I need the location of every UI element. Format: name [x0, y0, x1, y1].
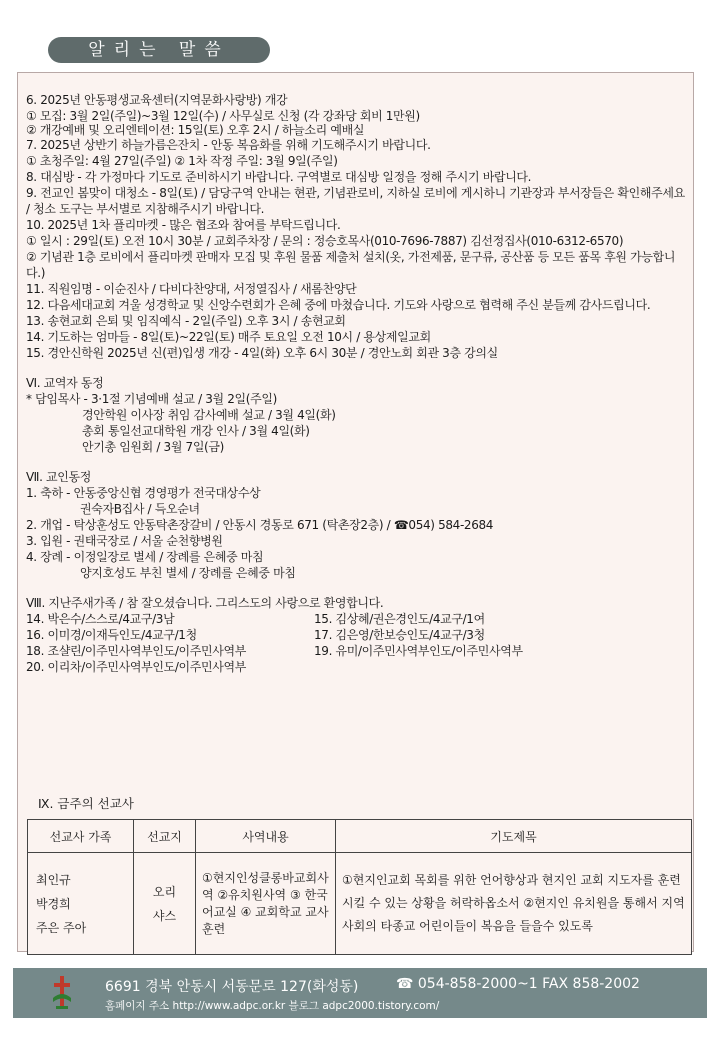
pastor-section-title: Ⅵ. 교역자 동정 — [26, 376, 104, 390]
pastor-line: 안기총 임원회 / 3월 7일(금) — [82, 440, 224, 454]
mission-section-title: Ⅸ. 금주의 선교사 — [38, 796, 134, 811]
notice-body — [26, 92, 686, 675]
member-line: 3. 입원 - 권태국장로 / 서울 순천향병원 — [26, 534, 223, 548]
family-member: 주은 주아 — [36, 920, 87, 935]
mission-table-row — [28, 853, 692, 955]
visitor-entry: 18. 조샬린/이주민사역부인도/이주민사역부 — [26, 644, 247, 658]
column-header: 사역내용 — [196, 820, 336, 853]
notice-10-2: ② 기념관 1층 로비에서 플리마켓 판매자 모집 및 후원 물품 제출처 설치(옷, 가전제품, 문구류, 공산품 등 모든 품목 후원 가능합니다.) — [26, 250, 676, 280]
mission-work-cell: ①현지인성클롱바교회사역 ②유치원사역 ③ 한국어교실 ④ 교회학교 교사훈련 — [196, 853, 336, 955]
notice-7-1: ① 초청주일: 4월 27일(주일) ② 1차 작정 주일: 3월 9일(주일) — [26, 154, 338, 168]
family-member: 박경희 — [36, 896, 71, 911]
visitor-entry: 20. 이리차/이주민사역부인도/이주민사역부 — [26, 660, 247, 674]
visitor-row — [26, 659, 686, 675]
member-line: 2. 개업 - 탁상훈성도 안동탁촌장갈비 / 안동시 경동로 671 (탁촌장2층) / ☎054) 584-2684 — [26, 518, 494, 532]
missionary-family-cell — [28, 853, 134, 955]
notice-10: 10. 2025년 1차 플리마켓 - 많은 협조와 참여를 부탁드립니다. — [26, 218, 341, 232]
notice-6: 6. 2025년 안동평생교육센터(지역문화사랑방) 개강 — [26, 93, 288, 107]
member-line: 4. 장례 - 이정일장로 별세 / 장례를 은혜중 마침 — [26, 550, 264, 564]
visitors-section-title: Ⅷ. 지난주새가족 / 참 잘오셨습니다. 그리스도의 사랑으로 환영합니다. — [26, 596, 384, 610]
column-header: 기도제목 — [336, 820, 692, 853]
mission-table-header — [28, 820, 692, 853]
member-line: 권숙자B집사 / 득오순녀 — [80, 502, 200, 516]
family-member: 최인규 — [36, 872, 71, 887]
visitor-entry: 16. 이미경/이재득인도/4교구/1청 — [26, 628, 197, 642]
members-section-title: Ⅶ. 교인동정 — [26, 470, 91, 484]
notice-10-1: ① 일시 : 29일(토) 오전 10시 30분 / 교회주차장 / 문의 : 정승호목사(010-7696-7887) 김선정집사(010-6312-6570) — [26, 234, 624, 248]
visitor-entry: 14. 박은수/스스로/4교구/3남 — [26, 612, 175, 626]
notice-12: 12. 다음세대교회 겨울 성경학교 및 신앙수련회가 은혜 중에 마쳤습니다. 기도와 사랑으로 협력해 주신 분들께 감사드립니다. — [26, 298, 651, 312]
visitor-entry: 15. 김상혜/권은경인도/4교구/1여 — [314, 612, 485, 626]
notice-7: 7. 2025년 상반기 하늘가름은잔치 - 안동 복음화를 위해 기도해주시기 바랍니다. — [26, 138, 431, 152]
place-line: 오리 — [152, 884, 177, 899]
notice-8: 8. 대심방 - 각 가정마다 기도로 준비하시기 바랍니다. 구역별로 대심방 일정을 정해 주시기 바랍니다. — [26, 170, 532, 184]
member-line: 1. 축하 - 안동중앙신협 경영평가 전국대상수상 — [26, 486, 261, 500]
notice-15: 15. 경안신학원 2025년 신(편)입생 개강 - 4일(화) 오후 6시 30분 / 경안노회 회관 3층 강의실 — [26, 346, 498, 360]
notice-6-2: ② 개강예배 및 오리엔테이션: 15일(토) 오후 2시 / 하늘소리 예배실 — [26, 124, 365, 137]
notice-11: 11. 직원임명 - 이순진사 / 다비다찬양대, 서정열집사 / 새롬찬양단 — [26, 282, 357, 296]
column-header: 선교지 — [134, 820, 196, 853]
column-header: 선교사 가족 — [28, 820, 134, 853]
mission-prayer-cell: ①현지인교회 목회를 위한 언어향상과 현지인 교회 지도자를 훈련시킬 수 있는 상황을 허락하옵소서 ②현지인 유치원을 통해서 지역사회의 타종교 어린이들이 복음을 들을수 있도록 — [336, 853, 692, 955]
footer-website[interactable]: 홈페이지 주소 http://www.adpc.or.kr 블로그 adpc2000.tistory.com/ — [105, 1000, 440, 1012]
place-line: 샤스 — [152, 908, 177, 923]
mission-table — [27, 819, 692, 955]
footer — [13, 968, 707, 1018]
mission-place-cell — [134, 853, 196, 955]
pastor-line: 경안학원 이사장 취임 감사예배 설교 / 3월 4일(화) — [82, 408, 336, 422]
page-title: 알리는 말씀 — [48, 37, 270, 63]
visitor-row — [26, 611, 686, 627]
notice-14: 14. 기도하는 엄마들 - 8일(토)~22일(토) 매주 토요일 오전 10시 / 용상제일교회 — [26, 330, 431, 344]
member-line: 양지호성도 부친 별세 / 장례를 은혜중 마침 — [80, 566, 296, 580]
visitor-row — [26, 627, 686, 643]
notice-13: 13. 송현교회 은퇴 및 임직예식 - 2일(주일) 오후 3시 / 송현교회 — [26, 314, 346, 328]
notice-6-1: ① 모집: 3월 2일(주일)~3월 12일(수) / 사무실로 신청 (각 강좌당 회비 1만원) — [26, 109, 420, 123]
footer-phone: ☎ 054-858-2000~1 FAX 858-2002 — [396, 976, 640, 992]
visitor-entry: 19. 유미/이주민사역부인도/이주민사역부 — [314, 644, 523, 658]
pastor-line: 총회 통일선교대학원 개강 인사 / 3월 4일(화) — [82, 424, 310, 438]
visitor-row — [26, 643, 686, 659]
church-logo-icon — [52, 976, 72, 1010]
footer-address: 6691 경북 안동시 서동문로 127(화성동) — [105, 979, 359, 995]
notice-9: 9. 전교인 봄맞이 대청소 - 8일(토) / 담당구역 안내는 현관, 기념관로비, 지하실 로비에 게시하니 기관장과 부서장들은 확인해주세요 / 청소 도구는 부서별로 지참해주시기 바랍니다. — [26, 186, 685, 216]
pastor-line: * 담임목사 - 3·1절 기념예배 설교 / 3월 2일(주일) — [26, 392, 277, 406]
visitor-entry: 17. 김은영/한보승인도/4교구/3청 — [314, 628, 485, 642]
